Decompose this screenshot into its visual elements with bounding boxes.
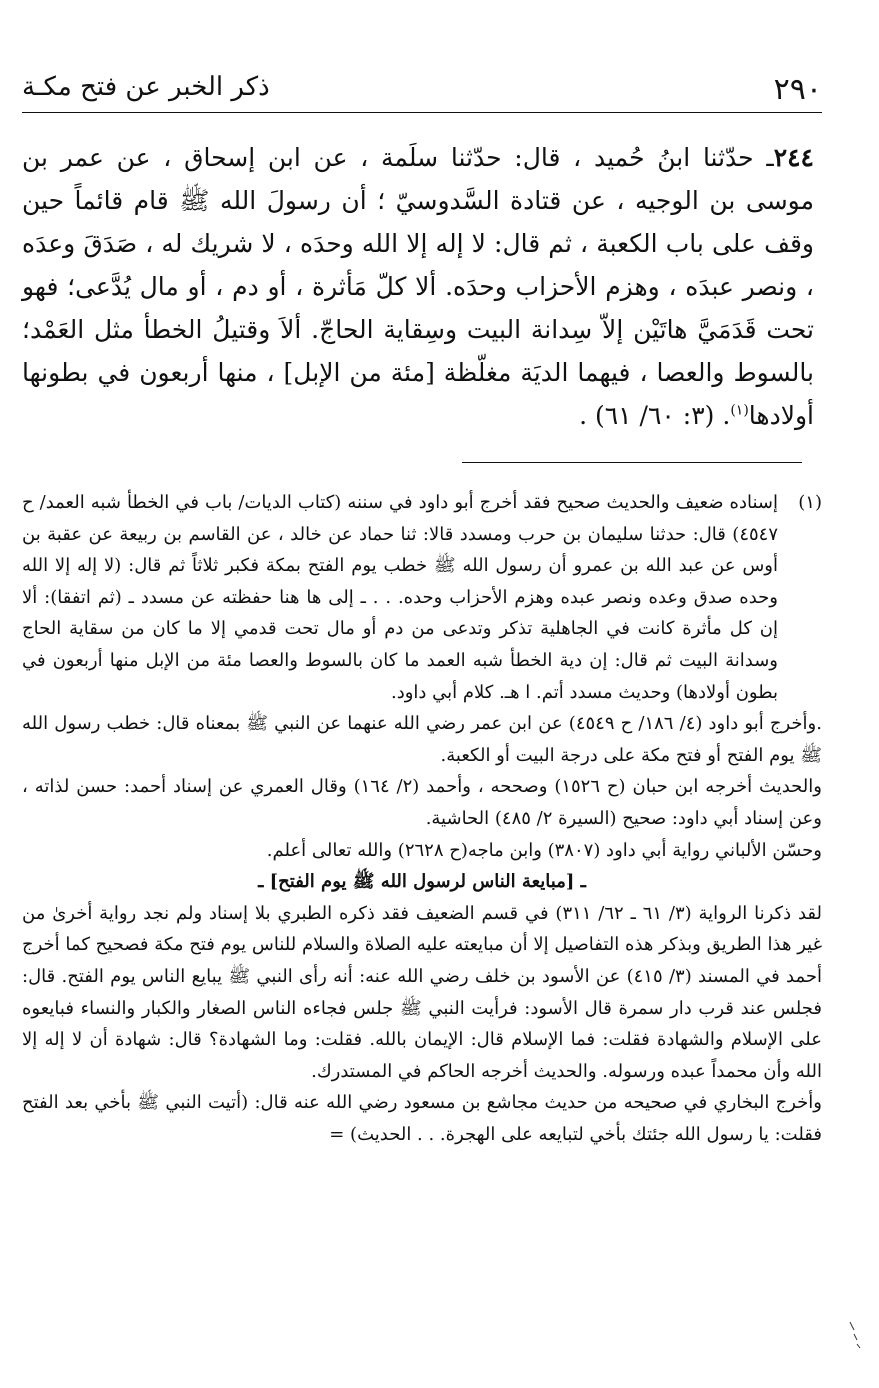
footnote-reference[interactable]: (١) <box>730 402 749 419</box>
footnote-body <box>22 487 778 708</box>
footnote-paragraph-4: وحسّن الألباني رواية أبي داود (٣٨٠٧) وابن ماجه(ح ٢٦٢٨) والله تعالى أعلم. <box>266 839 822 861</box>
page-number: ٢٩٠ <box>773 72 822 107</box>
footnote-separator <box>462 462 802 463</box>
hadith-number: ٢٤٤ <box>773 143 814 172</box>
hadith-paragraph <box>22 136 814 437</box>
footnote-paragraph-2: .وأخرج أبو داود (٤/ ١٨٦/ ح ٤٥٤٩) عن ابن عمر رضي الله عنهما عن النبي ﷺ بمعناه قال: خطب رسول الله ﷺ يوم الفتح أو فتح مكة على درجة البيت أو الكعبة. <box>22 713 822 766</box>
section-subheading: ـ [مبايعة الناس لرسول الله ﷺ يوم الفتح] ـ <box>258 871 586 893</box>
footnote-paragraph-6: وأخرج البخاري في صحيحه من حديث مجاشع بن مسعود رضي الله عنه قال: (أتيت النبي ﷺ بأخي بعد الفتح فقلت: يا رسول الله جئتك بأخي لتبايعه على الهجرة. . . الحديث) = <box>22 1092 822 1145</box>
header-rule <box>22 112 822 113</box>
hadith-text: ـ حدّثنا ابنُ حُميد ، قال: حدّثنا سلَمة ، عن ابن إسحاق ، عن عمر بن موسى بن الوجيه ، عن قتادة السَّدوسيّ ؛ أن رسولَ الله ﷺ قام قائماً حين وقف على باب الكعبة ، ثم قال: لا إله إلا الله وحدَه ، لا شريك له ، صَدَقَ وعدَه ، ونصر عبدَه ، وهزم الأحزاب وحدَه. ألا كلّ مَأثرة ، أو دم ، أو مال يُدَّعى؛ فهو تحت قَدَمَيَّ هاتَيْن إلاّ سِدانة البيت وسِقاية الحاجّ. ألاَ وقتيلُ الخطأ مثل العَمْد؛ بالسوط والعصا ، فيهما الديَة مغلّظة [مئة من الإبل] ، منها أربعون في بطونها أولادها <box>22 143 814 430</box>
footnotes-section <box>22 487 822 1150</box>
scan-mark <box>848 1320 862 1350</box>
footnote-1 <box>22 487 822 708</box>
hadith-citation: . (٣: ٦٠/ ٦١) . <box>579 401 731 430</box>
footnote-marker: (١) <box>798 492 822 513</box>
footnote-paragraph-1: إسناده ضعيف والحديث صحيح فقد أخرج أبو داود في سننه (كتاب الديات/ باب في الخطأ شبه العمد/ ح ٤٥٤٧) قال: حدثنا سليمان بن حرب ومسدد قالا: ثنا حماد عن خالد ، عن القاسم بن ربيعة عن عقبة بن أوس عن عبد الله بن عمرو أن رسول الله ﷺ خطب يوم الفتح بمكة فكبر ثلاثاً ثم قال: (لا إله إلا الله وحده صدق وعده ونصر عبده وهزم الأحزاب وحده. . . ـ إلى ها هنا حفظته عن مسدد ـ (ثم اتفقا): ألا إن كل مأثرة كانت في الجاهلية تذكر وتدعى من دم أو مال تحت قدمي إلا ما كان من سقاية الحاج وسدانة البيت ثم قال: إن دية الخطأ شبه العمد ما كان بالسوط والعصا مئة من الإبل منها أربعون في بطون أولادها) وحديث مسدد أتم. ا هـ. كلام أبي داود. <box>22 492 778 703</box>
footnote-paragraph-5: لقد ذكرنا الرواية (٣/ ٦١ ـ ٦٢/ ٣١١) في قسم الضعيف فقد ذكره الطبري بلا إسناد ولم نجد رواية أخرىٰ من غير هذا الطريق وبذكر هذه التفاصيل إلا أن مبايعته عليه الصلاة والسلام للناس يوم فتح مكة فصحيح كما أخرج أحمد في المسند (٣/ ٤١٥) عن الأسود بن خلف رضي الله عنه: أنه رأى النبي ﷺ يبايع الناس يوم الفتح. قال: فجلس عند قرب دار سمرة قال الأسود: فرأيت النبي ﷺ جلس فجاءه الناس الصغار والكبار والنساء فبايعوه على الإسلام والشهادة فقلت: فما الإسلام قال: الإيمان بالله. فقلت: وما الشهادة؟ قال: شهادة أن لا إله إلا الله وأن محمداً عبده ورسوله. والحديث أخرجه الحاكم في المستدرك. <box>22 902 822 1082</box>
footnote-paragraph-3: والحديث أخرجه ابن حبان (ح ١٥٢٦) وصححه ، وأحمد (٢/ ١٦٤) وقال العمري عن إسناد أحمد: حسن لذاته ، وعن إسناد أبي داود: صحيح (السيرة ٢/ ٤٨٥) الحاشية. <box>22 776 822 829</box>
chapter-title: ذكر الخبر عن فتح مكـة <box>22 72 270 102</box>
running-head <box>22 72 822 112</box>
